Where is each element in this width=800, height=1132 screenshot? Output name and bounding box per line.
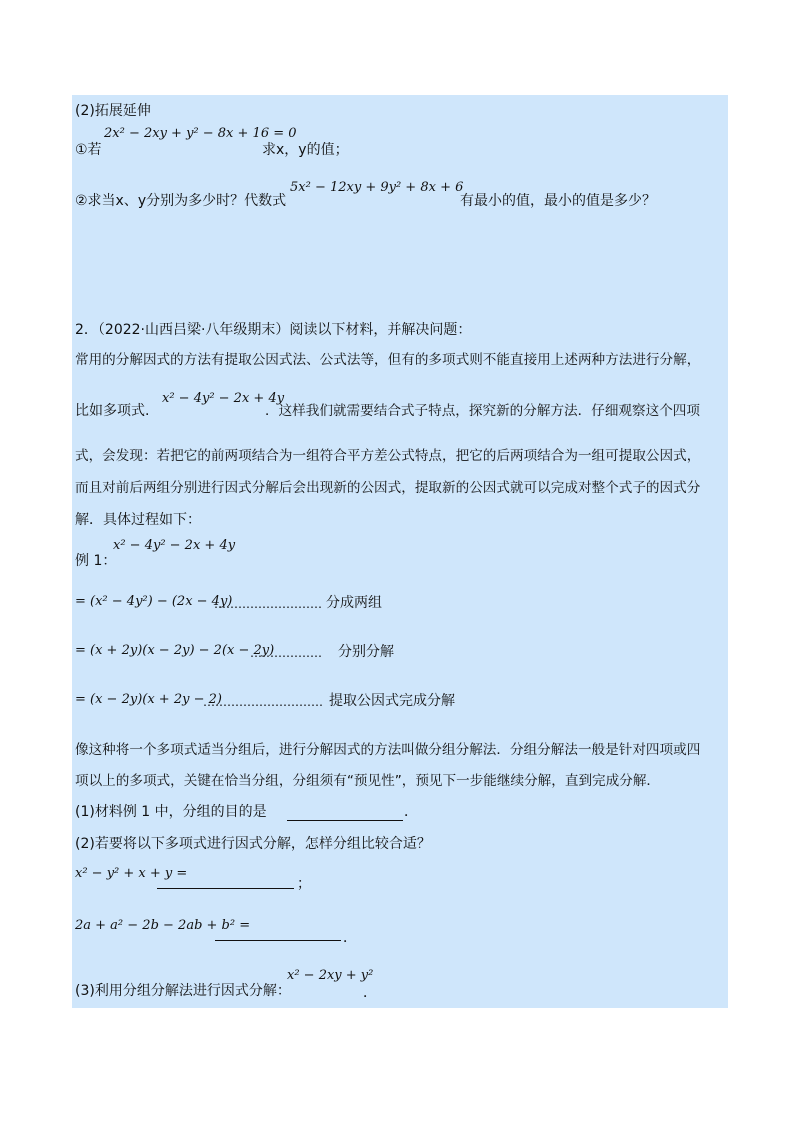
step2-expr: = (x + 2y)(x − 2y) − 2(x − 2y) <box>75 643 275 658</box>
sub2a-answer-blank[interactable] <box>157 888 294 889</box>
problem2-para2-prefix: 比如多项式. <box>75 403 150 419</box>
problem2-para3: 式，会发现：若把它的前两项结合为一组符合平方差公式特点，把它的后两项结合为一组可提取公因式， <box>75 448 701 464</box>
sub3-end: ． <box>363 985 377 1001</box>
step2-dots: ……………… <box>250 646 322 660</box>
step1-dots: ……………………… <box>214 597 322 611</box>
problem2-para7: 项以上的多项式，关键在恰当分组，分组须有“预见性”，预见下一步能继续分解，直到完成分解． <box>75 773 661 789</box>
step1-note: 分成两组 <box>326 595 382 611</box>
step3-dots: ………………………… <box>203 695 323 709</box>
problem2-para2-expr: x² − 4y² − 2x + 4y <box>162 391 285 406</box>
example-label: 例 1： <box>75 553 117 569</box>
q2-prefix: ②求当x、y分别为多少时？代数式 <box>75 193 287 209</box>
sub1-prefix: (1)材料例 1 中，分组的目的是 <box>75 804 267 820</box>
sub2-text: (2)若要将以下多项式进行因式分解，怎样分组比较合适？ <box>75 836 431 852</box>
problem2-para6: 像这种将一个多项式适当分组后，进行分解因式的方法叫做分组分解法．分组分解法一般是针对四项或四 <box>75 742 701 758</box>
sub1-answer-blank[interactable] <box>287 820 403 821</box>
sub3-expr: x² − 2xy + y² <box>287 968 374 983</box>
q1-suffix: 求x，y的值； <box>262 142 349 158</box>
step1-expr: = (x² − 4y²) − (2x − 4y) <box>75 594 233 609</box>
problem2-para1: 常用的分解因式的方法有提取公因式法、公式法等，但有的多项式则不能直接用上述两种方法进行分解， <box>75 352 701 368</box>
problem2-para4: 而且对前后两组分别进行因式分解后会出现新的公因式，提取新的公因式就可以完成对整个式子的因式分 <box>75 480 701 496</box>
step3-note: 提取公因式完成分解 <box>329 693 455 709</box>
q1-prefix: ①若 <box>75 142 102 158</box>
example-expr: x² − 4y² − 2x + 4y <box>113 538 236 553</box>
problem2-para2-suffix: ．这样我们就需要结合式子特点，探究新的分解方法．仔细观察这个四项 <box>265 403 700 419</box>
sub2b-expr: 2a + a² − 2b − 2ab + b² = <box>75 918 251 933</box>
q2-expression: 5x² − 12xy + 9y² + 8x + 6 <box>290 180 464 195</box>
step2-note: 分别分解 <box>338 644 394 660</box>
part2-heading: (2)拓展延伸 <box>75 103 151 119</box>
q1-equation: 2x² − 2xy + y² − 8x + 16 = 0 <box>104 126 297 141</box>
problem2-para5: 解．具体过程如下： <box>75 512 201 528</box>
step3-expr: = (x − 2y)(x + 2y − 2) <box>75 692 222 707</box>
sub3-prefix: (3)利用分组分解法进行因式分解： <box>75 983 291 999</box>
sub2b-end: ． <box>343 930 357 946</box>
q2-suffix: 有最小的值，最小的值是多少？ <box>460 193 656 209</box>
sub2a-expr: x² − y² + x + y = <box>75 866 188 881</box>
sub1-end: ． <box>404 804 418 820</box>
sub2a-end: ； <box>297 876 311 892</box>
sub2b-answer-blank[interactable] <box>215 940 341 941</box>
problem2-header: 2．（2022·山西吕梁·八年级期末）阅读以下材料，并解决问题： <box>75 322 472 338</box>
